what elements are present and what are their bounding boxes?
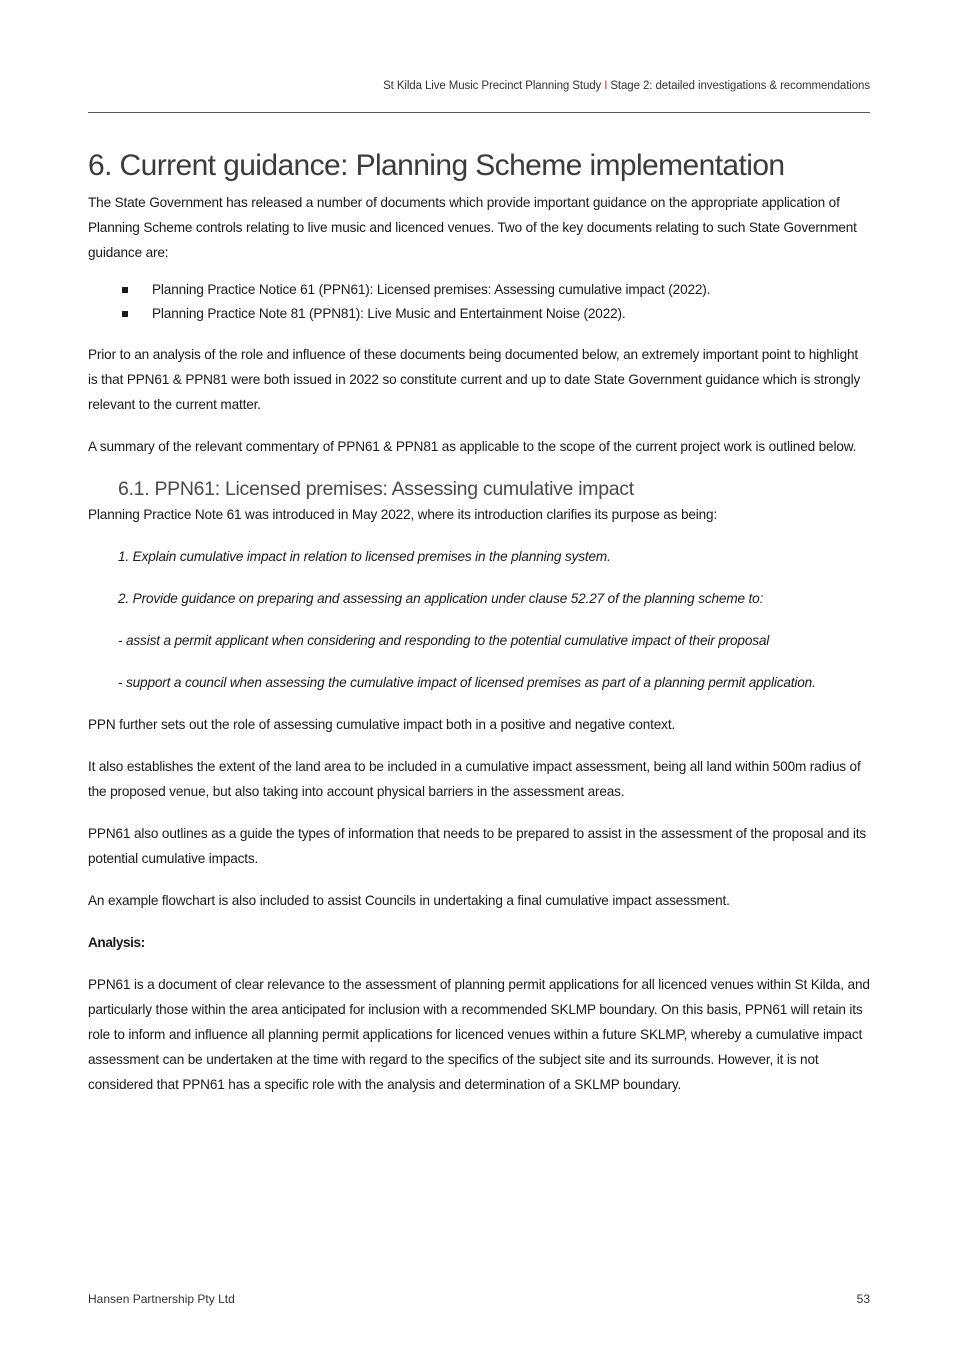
footer-company: Hansen Partnership Pty Ltd (88, 1292, 235, 1306)
section-intro: The State Government has released a number of documents which provide important guidance on the appropriate application of Planning Scheme controls relating to live music and licenced venues. Two of the key documents relating to such State Government guidance are: (88, 195, 857, 260)
purpose-list (88, 544, 870, 695)
paragraph-info: PPN61 also outlines as a guide the types of information that needs to be prepared to assist in the assessment of the proposal and its potential cumulative impacts. (88, 826, 867, 866)
purpose-item: 2. Provide guidance on preparing and assessing an application under clause 52.27 of the planning scheme to: (118, 591, 764, 606)
list-item (122, 302, 870, 326)
guidance-list (88, 278, 870, 326)
list-item-text: Planning Practice Note 81 (PPN81): Live Music and Entertainment Noise (2022). (152, 306, 626, 321)
paragraph-role: PPN further sets out the role of assessing cumulative impact both in a positive and negative context. (88, 717, 676, 732)
header-stage: Stage 2: detailed investigations & recommendations (610, 80, 870, 92)
section-title: 6. Current guidance: Planning Scheme implementation (88, 149, 785, 182)
page-number: 53 (856, 1292, 870, 1306)
square-bullet-icon (122, 287, 128, 293)
purpose-item: 1. Explain cumulative impact in relation to licensed premises in the planning system. (118, 549, 611, 564)
purpose-item: - support a council when assessing the cumulative impact of licensed premises as part of a planning permit application. (118, 675, 816, 690)
analysis-text: PPN61 is a document of clear relevance to the assessment of planning permit applications for all licenced venues within St Kilda, and particularly those within the area anticipated for inclusion with a recommended SKLMP boundary. On this basis, PPN61 will retain its role to inform and influence all planning permit applications for licenced venues within a future SKLMP, whereby a cumulative impact assessment can be undertaken at the time with regard to the specifics of the subject site and its surrounds. However, it is not considered that PPN61 has a specific role with the analysis and determination of a SKLMP boundary. (88, 977, 870, 1092)
page-content (88, 148, 870, 1114)
subsection-title: 6.1. PPN61: Licensed premises: Assessing cumulative impact (118, 478, 634, 500)
square-bullet-icon (122, 311, 128, 317)
purpose-item: - assist a permit applicant when considering and responding to the potential cumulative impact of their proposal (118, 633, 770, 648)
header-separator: I (604, 80, 608, 92)
list-item (122, 278, 870, 302)
list-item-text: Planning Practice Notice 61 (PPN61): Licensed premises: Assessing cumulative impact (2022). (152, 282, 711, 297)
running-header (88, 80, 870, 113)
subsection-intro: Planning Practice Note 61 was introduced in May 2022, where its introduction clarifies its purpose as being: (88, 507, 718, 522)
header-study-title: St Kilda Live Music Precinct Planning Study (383, 80, 602, 92)
paragraph-summary: A summary of the relevant commentary of PPN61 & PPN81 as applicable to the scope of the current project work is outlined below. (88, 439, 857, 454)
analysis-label: Analysis: (88, 935, 145, 950)
paragraph-flowchart: An example flowchart is also included to assist Councils in undertaking a final cumulative impact assessment. (88, 893, 730, 908)
paragraph-prior: Prior to an analysis of the role and influence of these documents being documented below, an extremely important point to highlight is that PPN61 & PPN81 were both issued in 2022 so constitute current and up to date State Government guidance which is strongly relevant to the current matter. (88, 347, 861, 412)
paragraph-extent: It also establishes the extent of the land area to be included in a cumulative impact assessment, being all land within 500m radius of the proposed venue, but also taking into account physical barriers in the assessment areas. (88, 759, 861, 799)
